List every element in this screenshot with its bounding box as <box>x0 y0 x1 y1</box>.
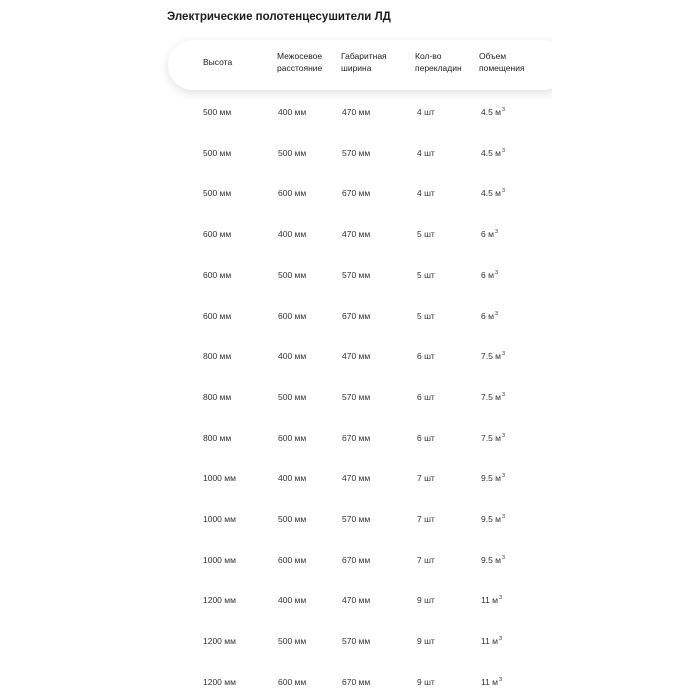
cell-bars-value: 7 шт <box>417 555 435 565</box>
cell-bars <box>417 270 435 280</box>
cell-width <box>342 270 370 280</box>
cell-width <box>342 311 370 321</box>
header-bars-line2: перекладин <box>415 63 462 73</box>
cell-spacing-value: 600 мм <box>278 677 307 687</box>
header-bars <box>415 50 462 74</box>
cell-width <box>342 188 370 198</box>
cell-spacing <box>278 148 306 158</box>
cell-height-value: 1200 мм <box>203 677 236 687</box>
cell-width-value: 670 мм <box>342 311 371 321</box>
cell-spacing <box>278 514 306 524</box>
cell-bars-value: 6 шт <box>417 433 435 443</box>
header-width <box>341 50 387 74</box>
cell-spacing-value: 500 мм <box>278 636 307 646</box>
cell-bars <box>417 188 435 198</box>
cell-volume <box>481 514 505 524</box>
cell-width <box>342 392 370 402</box>
cell-bars <box>417 555 435 565</box>
cell-height <box>203 677 236 687</box>
cell-bars-value: 5 шт <box>417 270 435 280</box>
cell-width <box>342 229 370 239</box>
cell-bars-value: 4 шт <box>417 148 435 158</box>
cell-height <box>203 473 236 483</box>
cell-width <box>342 473 370 483</box>
cell-spacing-value: 500 мм <box>278 392 307 402</box>
cell-width-value: 570 мм <box>342 392 371 402</box>
cell-height <box>203 392 231 402</box>
cubic-superscript: 3 <box>502 351 506 357</box>
cell-volume <box>481 595 502 605</box>
cell-volume-value: 6 м <box>481 270 494 280</box>
cell-spacing <box>278 677 306 687</box>
cell-height <box>203 595 236 605</box>
cell-width <box>342 636 370 646</box>
cell-height <box>203 514 236 524</box>
cell-volume <box>481 555 505 565</box>
cell-spacing <box>278 351 306 361</box>
cell-width-value: 670 мм <box>342 433 371 443</box>
cell-bars-value: 9 шт <box>417 595 435 605</box>
cell-bars <box>417 311 435 321</box>
cell-spacing-value: 400 мм <box>278 473 307 483</box>
cell-height-value: 800 мм <box>203 392 232 402</box>
cell-volume <box>481 433 505 443</box>
header-height-label: Высота <box>203 57 233 67</box>
cell-volume <box>481 188 505 198</box>
cell-bars <box>417 677 435 687</box>
cell-volume-value: 4.5 м <box>481 148 502 158</box>
cell-width-value: 670 мм <box>342 188 371 198</box>
cubic-superscript: 3 <box>502 392 506 398</box>
cell-width-value: 470 мм <box>342 595 371 605</box>
cell-volume-value: 7.5 м <box>481 433 502 443</box>
cell-bars <box>417 351 435 361</box>
cell-width-value: 470 мм <box>342 107 371 117</box>
cell-spacing <box>278 433 306 443</box>
cell-spacing-value: 500 мм <box>278 514 307 524</box>
cell-bars <box>417 595 435 605</box>
cell-bars-value: 5 шт <box>417 311 435 321</box>
cell-height <box>203 270 231 280</box>
cell-spacing-value: 400 мм <box>278 107 307 117</box>
cell-volume <box>481 473 505 483</box>
cell-width-value: 470 мм <box>342 473 371 483</box>
cubic-superscript: 3 <box>502 188 506 194</box>
cell-height <box>203 229 231 239</box>
cell-width-value: 470 мм <box>342 229 371 239</box>
cubic-superscript: 3 <box>494 270 498 276</box>
cell-spacing-value: 500 мм <box>278 270 307 280</box>
cell-volume <box>481 107 505 117</box>
cubic-superscript: 3 <box>502 433 506 439</box>
cell-spacing <box>278 188 306 198</box>
cell-volume <box>481 229 498 239</box>
cell-height-value: 800 мм <box>203 433 232 443</box>
cell-spacing <box>278 555 306 565</box>
cell-volume-value: 11 м <box>481 595 499 605</box>
cell-height <box>203 636 236 646</box>
cell-height-value: 600 мм <box>203 229 232 239</box>
cell-spacing <box>278 636 306 646</box>
cell-bars-value: 4 шт <box>417 107 435 117</box>
cubic-superscript: 3 <box>502 107 506 113</box>
cell-bars <box>417 636 435 646</box>
cubic-superscript: 3 <box>502 514 506 520</box>
page-title: Электрические полотенцесушители ЛД <box>167 11 391 23</box>
cell-volume-value: 4.5 м <box>481 107 502 117</box>
cell-bars <box>417 107 435 117</box>
cell-height <box>203 311 231 321</box>
cell-height <box>203 555 236 565</box>
cell-bars <box>417 433 435 443</box>
cell-volume-value: 9.5 м <box>481 514 502 524</box>
cell-height <box>203 351 231 361</box>
cubic-superscript: 3 <box>502 473 506 479</box>
cell-volume-value: 9.5 м <box>481 473 502 483</box>
cell-width-value: 570 мм <box>342 270 371 280</box>
cell-spacing <box>278 595 306 605</box>
cell-spacing-value: 500 мм <box>278 148 307 158</box>
cell-spacing <box>278 392 306 402</box>
cell-width <box>342 107 370 117</box>
cell-volume-value: 7.5 м <box>481 392 502 402</box>
cell-width-value: 570 мм <box>342 636 371 646</box>
cell-height <box>203 188 231 198</box>
cell-width-value: 670 мм <box>342 555 371 565</box>
cell-volume-value: 9.5 м <box>481 555 502 565</box>
cell-width <box>342 148 370 158</box>
cubic-superscript: 3 <box>499 677 503 683</box>
cell-height-value: 500 мм <box>203 107 232 117</box>
cell-width <box>342 351 370 361</box>
cell-volume-value: 11 м <box>481 677 499 687</box>
cell-width-value: 570 мм <box>342 514 371 524</box>
cell-spacing <box>278 270 306 280</box>
cubic-superscript: 3 <box>494 311 498 317</box>
cell-width-value: 470 мм <box>342 351 371 361</box>
cubic-superscript: 3 <box>499 595 503 601</box>
cell-width-value: 570 мм <box>342 148 371 158</box>
cell-volume <box>481 351 505 361</box>
header-volume <box>479 50 525 74</box>
cell-volume <box>481 392 505 402</box>
cell-spacing <box>278 229 306 239</box>
cell-height-value: 1200 мм <box>203 636 236 646</box>
cell-volume-value: 11 м <box>481 636 499 646</box>
cell-volume <box>481 677 502 687</box>
cubic-superscript: 3 <box>502 555 506 561</box>
cell-spacing-value: 400 мм <box>278 351 307 361</box>
cell-height <box>203 148 231 158</box>
cell-spacing-value: 600 мм <box>278 433 307 443</box>
cubic-superscript: 3 <box>499 636 503 642</box>
header-spacing <box>277 50 322 74</box>
cell-volume <box>481 270 498 280</box>
cell-volume-value: 7.5 м <box>481 351 502 361</box>
cell-volume <box>481 148 505 158</box>
cell-spacing <box>278 107 306 117</box>
cell-volume <box>481 636 502 646</box>
cell-bars <box>417 148 435 158</box>
header-volume-line2: помещения <box>479 63 525 73</box>
header-spacing-line1: Межосевое <box>277 51 323 61</box>
cell-bars <box>417 392 435 402</box>
cell-bars-value: 7 шт <box>417 514 435 524</box>
cell-height-value: 1200 мм <box>203 595 236 605</box>
cell-spacing <box>278 311 306 321</box>
header-clip <box>552 30 592 100</box>
cell-spacing-value: 600 мм <box>278 555 307 565</box>
cell-height-value: 600 мм <box>203 270 232 280</box>
header-width-line2: ширина <box>341 63 372 73</box>
cell-bars-value: 6 шт <box>417 392 435 402</box>
cell-height-value: 1000 мм <box>203 473 236 483</box>
cell-width <box>342 677 370 687</box>
cell-bars-value: 9 шт <box>417 636 435 646</box>
cell-bars <box>417 514 435 524</box>
cell-height-value: 800 мм <box>203 351 232 361</box>
cell-volume-value: 6 м <box>481 311 494 321</box>
cubic-superscript: 3 <box>502 148 506 154</box>
cell-volume <box>481 311 498 321</box>
cell-width-value: 670 мм <box>342 677 371 687</box>
cell-volume-value: 4.5 м <box>481 188 502 198</box>
header-width-line1: Габаритная <box>341 51 387 61</box>
cell-height <box>203 433 231 443</box>
cell-height-value: 1000 мм <box>203 514 236 524</box>
cell-height-value: 500 мм <box>203 148 232 158</box>
cell-width <box>342 433 370 443</box>
cell-bars-value: 4 шт <box>417 188 435 198</box>
cell-spacing-value: 400 мм <box>278 229 307 239</box>
cell-bars <box>417 229 435 239</box>
cell-spacing-value: 400 мм <box>278 595 307 605</box>
cell-bars-value: 7 шт <box>417 473 435 483</box>
cell-width <box>342 514 370 524</box>
cell-volume-value: 6 м <box>481 229 494 239</box>
cell-height <box>203 107 231 117</box>
cell-bars <box>417 473 435 483</box>
header-height <box>203 56 232 68</box>
cell-spacing <box>278 473 306 483</box>
cell-bars-value: 6 шт <box>417 351 435 361</box>
cell-width <box>342 595 370 605</box>
cell-spacing-value: 600 мм <box>278 311 307 321</box>
cell-bars-value: 5 шт <box>417 229 435 239</box>
cell-width <box>342 555 370 565</box>
header-volume-line1: Объем <box>479 51 507 61</box>
cell-height-value: 1000 мм <box>203 555 236 565</box>
header-bars-line1: Кол-во <box>415 51 442 61</box>
cell-height-value: 500 мм <box>203 188 232 198</box>
cell-height-value: 600 мм <box>203 311 232 321</box>
cell-spacing-value: 600 мм <box>278 188 307 198</box>
cubic-superscript: 3 <box>494 229 498 235</box>
cell-bars-value: 9 шт <box>417 677 435 687</box>
header-spacing-line2: расстояние <box>277 63 323 73</box>
